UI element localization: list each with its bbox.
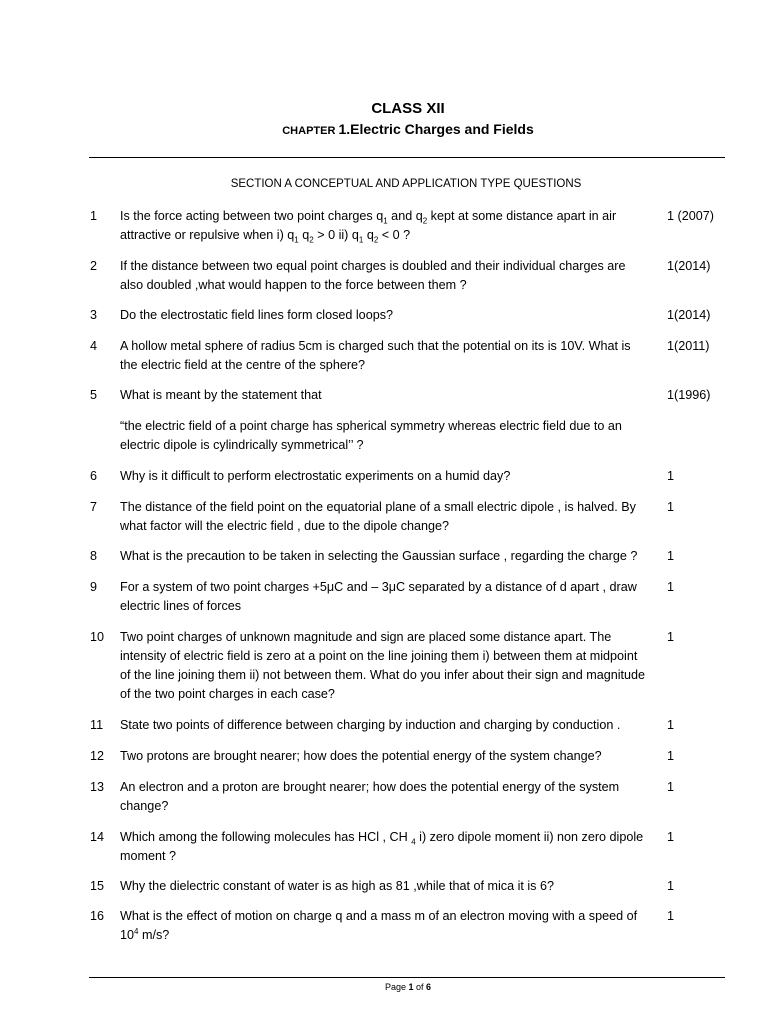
class-title: CLASS XII [371, 100, 445, 117]
question-text: Two point charges of unknown magnitude and sign are placed some distance apart. The intensity of electric field is zero at a point on the line joining them i) between them at midpoint of the line joining them ii) not between them. What do you infer about their sign and magnitude of the two point charges in each case? [120, 630, 646, 701]
question-marks: 1 [667, 879, 675, 893]
question-marks: 1 [667, 469, 675, 483]
question-marks: 1 [667, 580, 675, 594]
current-page: 1 [408, 982, 414, 992]
question-marks: 1 [667, 500, 675, 514]
question-text: Why is it difficult to perform electrostatic experiments on a humid day? [120, 469, 511, 483]
question-number: 11 [90, 718, 104, 732]
question-number: 9 [90, 580, 98, 594]
question-text: Is the force acting between two point charges $q_1$ and $q_2$ kept at some distance apart in air attractive or repulsive when i) $q_1$ $q_2 > 0$ ii) $q_1$ $q_2 < 0$ ? [120, 209, 617, 245]
question-marks: 1 [667, 630, 675, 644]
question-text: For a system of two point charges +5μC and – 3μC separated by a distance of d apart , draw electric lines of forces [120, 580, 637, 613]
question-number: 14 [90, 830, 105, 844]
question-number: 16 [90, 909, 105, 923]
question-text: The distance of the field point on the equatorial plane of a small electric dipole , is halved. By what factor will the electric field , due to the dipole change? [120, 500, 636, 533]
question-number: 10 [90, 630, 105, 644]
page-footer: Page 1 of 6 [384, 982, 432, 992]
chapter-title [0, 121, 768, 137]
question-marks: 1 (2007) [667, 209, 714, 223]
question-marks: 1 [667, 830, 675, 844]
question-text: Do the electrostatic field lines form closed loops? [120, 308, 393, 322]
question-text [120, 386, 650, 455]
question-text: State two points of difference between charging by induction and charging by conduction . [120, 718, 621, 732]
chapter-prefix: CHAPTER [282, 125, 339, 137]
question-text: Why the dielectric constant of water is as high as 81 ,while that of mica it is 6? [120, 879, 554, 893]
question-number: 7 [90, 500, 98, 514]
question-text: An electron and a proton are brought nearer; how does the potential energy of the system change? [120, 780, 620, 813]
question-number: 8 [90, 549, 98, 563]
top-divider [89, 157, 725, 158]
question-number: 15 [90, 879, 105, 893]
question-marks: 1 [667, 780, 675, 794]
question-marks: 1(2014) [667, 259, 711, 273]
total-pages: 6 [426, 982, 432, 992]
question-number: 2 [90, 259, 98, 273]
question-text: If the distance between two equal point charges is doubled and their individual charges are also doubled ,what would happen to the force between them ? [120, 259, 626, 292]
section-heading: SECTION A CONCEPTUAL AND APPLICATION TYPE QUESTIONS [230, 178, 582, 190]
question-number: 12 [90, 749, 105, 763]
question-marks: 1(2011) [667, 339, 710, 353]
question-marks: 1(2014) [667, 308, 711, 322]
question-number: 5 [90, 388, 98, 402]
question-number: 4 [90, 339, 98, 353]
question-text: Two protons are brought nearer; how does the potential energy of the system change? [120, 749, 602, 763]
question-number: 1 [90, 209, 98, 223]
question-text-line: What is meant by the statement that [120, 388, 322, 402]
bottom-divider [89, 977, 725, 978]
question-number: 6 [90, 469, 98, 483]
question-text: What is the precaution to be taken in selecting the Gaussian surface , regarding the charge ? [120, 549, 638, 563]
question-text: Which among the following molecules has HCl , CH $_4$ i) zero dipole moment ii) non zero dipole moment ? [120, 830, 644, 863]
chapter-name: 1.Electric Charges and Fields [338, 121, 534, 137]
question-text: A hollow metal sphere of radius 5cm is charged such that the potential on its is 10V. What is the electric field at the centre of the sphere? [120, 339, 631, 372]
question-marks: 1 [667, 909, 675, 923]
question-marks: 1(1996) [667, 388, 711, 402]
question-number: 13 [90, 780, 105, 794]
question-number: 3 [90, 308, 98, 322]
question-marks: 1 [667, 749, 675, 763]
question-text: What is the effect of motion on charge q and a mass m of an electron moving with a speed of $10^4$ m/s? [120, 909, 638, 942]
question-marks: 1 [667, 718, 675, 732]
question-quote: “the electric field of a point charge has spherical symmetry whereas electric field due to an electric dipole is cylindrically symmetrical’’ ? [120, 419, 622, 452]
question-marks: 1 [667, 549, 675, 563]
